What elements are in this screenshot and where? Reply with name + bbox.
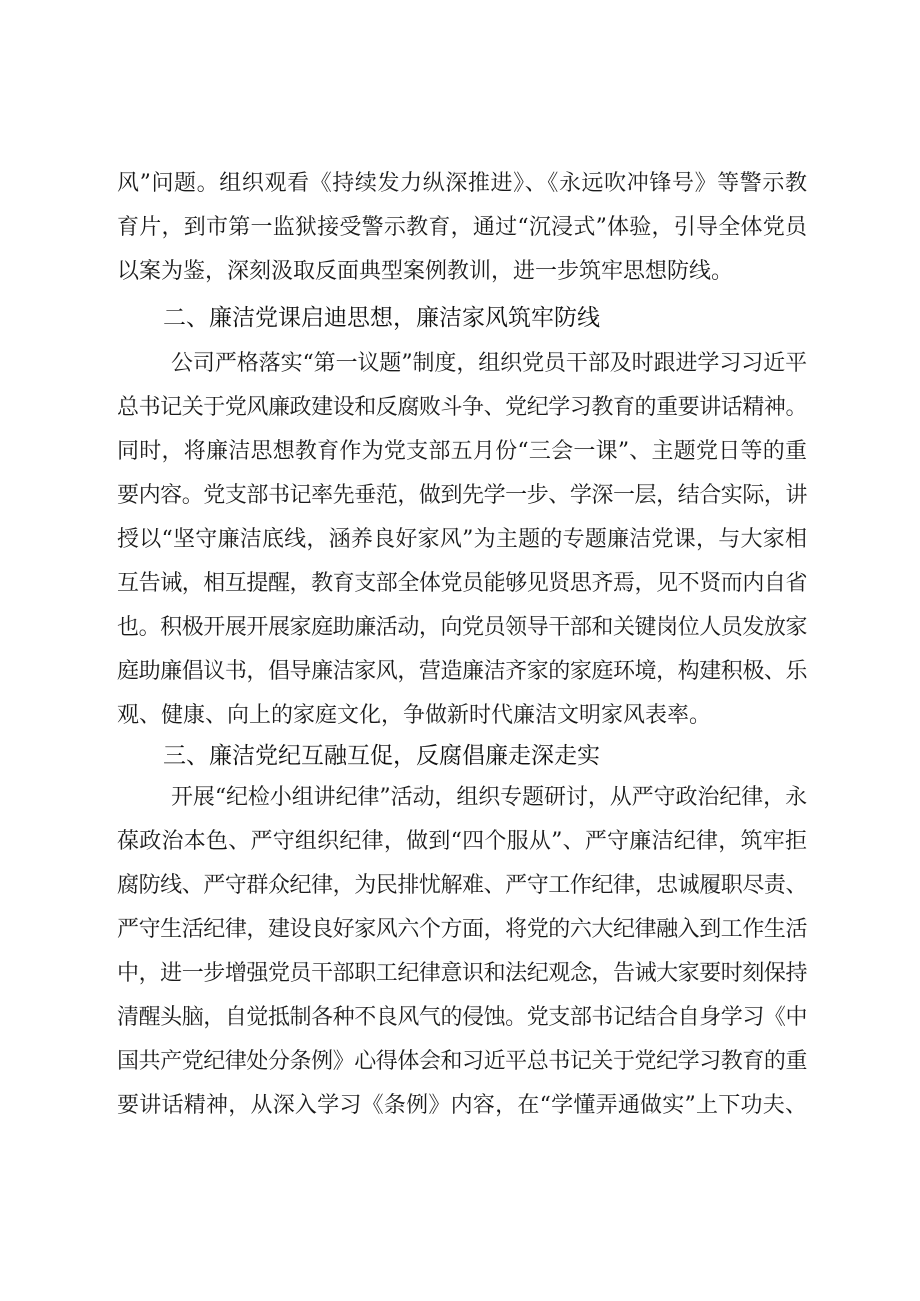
section-heading-2: 二、廉洁党课启迪思想，廉洁家风筑牢防线	[163, 305, 600, 331]
para-3-line-6: 清醒头脑，自觉抵制各种不良风气的侵蚀。党支部书记结合自身学习《中	[117, 1005, 807, 1030]
para-3-line-3: 腐防线、严守群众纪律，为民排忧解难、严守工作纪律，忠诚履职尽责、	[117, 873, 807, 898]
para-3-line-4: 严守生活纪律，建设良好家风六个方面，将党的六大纪律融入到工作生活	[117, 917, 807, 942]
section-heading-3: 三、廉洁党纪互融互促，反腐倡廉走深走实	[163, 743, 600, 769]
para-2-line-7: 也。积极开展开展家庭助廉活动，向党员领导干部和关键岗位人员发放家	[117, 615, 807, 640]
para-2-line-5: 授以“坚守廉洁底线，涵养良好家风”为主题的专题廉洁党课，与大家相	[117, 527, 807, 552]
para-3-line-5: 中，进一步增强党员干部职工纪律意识和法纪观念，告诫大家要时刻保持	[117, 961, 807, 986]
para-3-line-7: 国共产党纪律处分条例》心得体会和习近平总书记关于党纪学习教育的重	[117, 1049, 807, 1074]
para-2-line-2: 总书记关于党风廉政建设和反腐败斗争、党纪学习教育的重要讲话精神。	[117, 395, 807, 420]
para-2-line-8: 庭助廉倡议书，倡导廉洁家风，营造廉洁齐家的家庭环境，构建积极、乐	[117, 659, 807, 684]
para-2-line-1: 公司严格落实“第一议题”制度，组织党员干部及时跟进学习习近平	[171, 351, 807, 376]
para-3-line-1: 开展“纪检小组讲纪律”活动，组织专题研讨，从严守政治纪律，永	[171, 785, 807, 810]
para-intro-line-1: 风”问题。组织观看《持续发力纵深推进》、《永远吹冲锋号》等警示教	[117, 171, 807, 196]
para-3-line-8: 要讲话精神，从深入学习《条例》内容，在“学懂弄通做实”上下功夫、	[117, 1093, 807, 1118]
para-intro-line-2: 育片，到市第一监狱接受警示教育，通过“沉浸式”体验，引导全体党员	[117, 215, 807, 240]
para-2-line-4: 要内容。党支部书记率先垂范，做到先学一步、学深一层，结合实际，讲	[117, 483, 807, 508]
para-2-line-6: 互告诫，相互提醒，教育支部全体党员能够见贤思齐焉，见不贤而内自省	[117, 571, 807, 596]
para-2-line-3: 同时，将廉洁思想教育作为党支部五月份“三会一课”、主题党日等的重	[117, 439, 807, 464]
para-3-line-2: 葆政治本色、严守组织纪律，做到“四个服从”、严守廉洁纪律，筑牢拒	[117, 829, 807, 854]
para-2-line-9: 观、健康、向上的家庭文化，争做新时代廉洁文明家风表率。	[117, 703, 712, 728]
para-intro-line-3: 以案为鉴，深刻汲取反面典型案例教训，进一步筑牢思想防线。	[117, 259, 734, 284]
